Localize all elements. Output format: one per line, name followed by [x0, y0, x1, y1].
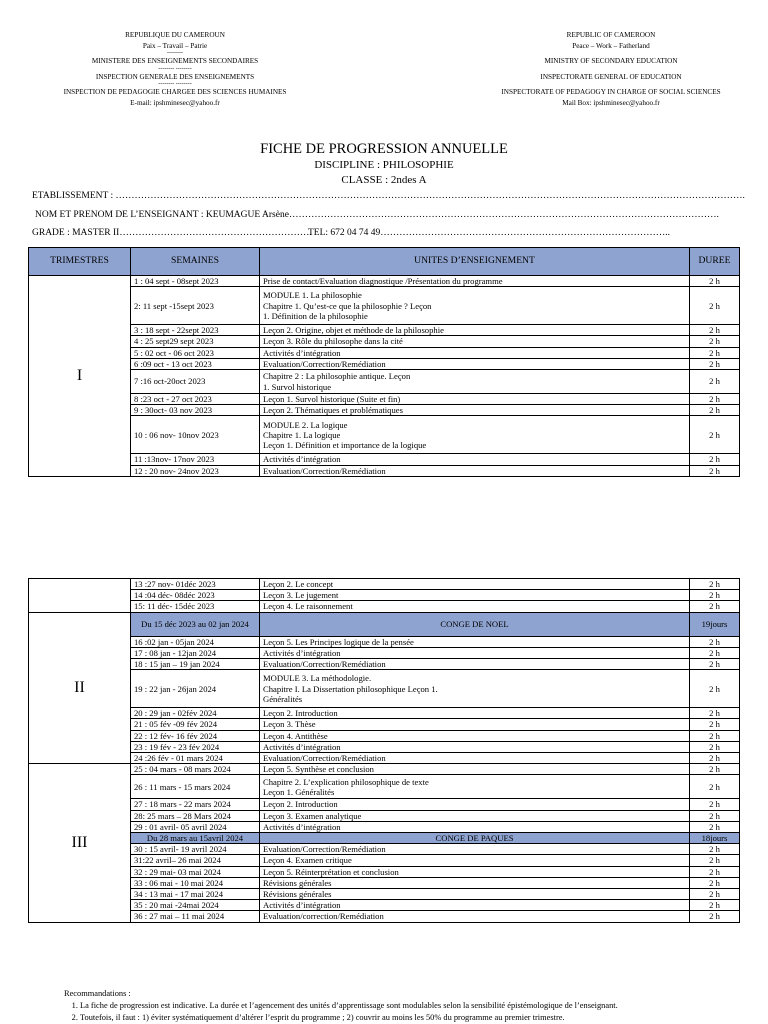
week-cell: 36 : 27 mai – 11 mai 2024: [131, 911, 260, 922]
unit-cell: [260, 911, 690, 922]
unit-line: Leçon 3. Le jugement: [263, 590, 339, 601]
table-row: [29, 911, 740, 922]
separator: --------: [167, 50, 183, 57]
table-row: [29, 877, 740, 888]
table-row: [29, 821, 740, 832]
unit-line: Leçon 4. Examen critique: [263, 855, 352, 866]
unit-cell: [260, 347, 690, 358]
week-cell: 6 :09 oct - 13 oct 2023: [131, 358, 260, 369]
duration-cell: 2 h: [690, 799, 740, 810]
table-row: [29, 454, 740, 465]
unit-line: Evaluation/Correction/Remédiation: [263, 659, 386, 670]
unit-line: Leçon 5. Synthèse et conclusion: [263, 764, 374, 775]
inspectorate-general: INSPECTORATE GENERAL OF EDUCATION: [540, 72, 682, 81]
unit-cell: [260, 325, 690, 336]
week-cell: 19 : 22 jan - 26jan 2024: [131, 670, 260, 708]
duration-cell: 2 h: [690, 405, 740, 416]
unit-line: Leçon 5. Réinterprétation et conclusion: [263, 866, 399, 877]
unit-cell: [260, 612, 690, 636]
etablissement-field: ETABLISSEMENT : ……………………………………………………………………………………………………………………………………………………………………………….: [32, 191, 745, 201]
table-row: [29, 844, 740, 855]
unit-cell: [260, 844, 690, 855]
week-cell: 13 :27 nov- 01déc 2023: [131, 579, 260, 590]
discipline: DISCIPLINE : PHILOSOPHIE: [314, 159, 454, 171]
week-cell: 11 :13nov- 17nov 2023: [131, 454, 260, 465]
week-cell: 26 : 11 mars - 15 mars 2024: [131, 775, 260, 799]
recommendations: [64, 988, 744, 1024]
table-row: [29, 647, 740, 658]
table-row: [29, 405, 740, 416]
duration-cell: 2 h: [690, 889, 740, 900]
table-row: [29, 659, 740, 670]
unit-line: Leçon 3. Examen analytique: [263, 810, 362, 821]
table-row: [29, 764, 740, 775]
table-row: [29, 416, 740, 454]
unit-line: Prise de contact/Evaluation diagnostique /Présentation du programme: [263, 276, 503, 286]
unit-line: Evaluation/Correction/Remédiation: [263, 465, 386, 476]
progression-table-2: [28, 578, 740, 923]
week-cell: 29 : 01 avril- 05 avril 2024: [131, 821, 260, 832]
duration-cell: 2 h: [690, 601, 740, 612]
duration-cell: 2 h: [690, 753, 740, 764]
table-row: [29, 325, 740, 336]
letterhead-english: [466, 30, 756, 109]
country-motto: Paix – Travail – Patrie: [142, 41, 208, 50]
duration-cell: 2 h: [690, 911, 740, 922]
week-cell: 34 : 13 mai - 17 mai 2024: [131, 889, 260, 900]
trimester-cell: I: [29, 276, 131, 477]
duration-cell: 2 h: [690, 708, 740, 719]
duration-cell: 18jours: [690, 833, 740, 844]
unit-cell: [260, 405, 690, 416]
country-name: REPUBLIC OF CAMEROON: [566, 31, 656, 39]
unit-cell: [260, 659, 690, 670]
duration-cell: 2 h: [690, 358, 740, 369]
unit-cell: [260, 775, 690, 799]
unit-cell: [260, 799, 690, 810]
unit-line: Leçon 4. Le raisonnement: [263, 601, 353, 612]
unit-cell: [260, 465, 690, 476]
week-cell: 25 : 04 mars - 08 mars 2024: [131, 764, 260, 775]
inspection-pedagogie: INSPECTION DE PEDAGOGIE CHARGEE DES SCIENCES HUMAINES: [63, 88, 287, 97]
unit-cell: [260, 601, 690, 612]
duration-cell: 2 h: [690, 719, 740, 730]
week-cell: Du 15 déc 2023 au 02 jan 2024: [131, 612, 260, 636]
letterhead-french: [50, 30, 300, 109]
unit-cell: [260, 900, 690, 911]
duration-cell: 2 h: [690, 659, 740, 670]
duration-cell: 2 h: [690, 325, 740, 336]
table-row: [29, 358, 740, 369]
duration-cell: 2 h: [690, 741, 740, 752]
week-cell: 2: 11 sept -15sept 2023: [131, 287, 260, 325]
unit-line: 1. Survol historique: [263, 381, 332, 392]
unit-line: Leçon 4. Antithèse: [263, 730, 328, 741]
country-motto: Peace – Work – Fatherland: [572, 41, 650, 50]
week-cell: 17 : 08 jan - 12jan 2024: [131, 647, 260, 658]
mailbox: Mail Box: ipshminesec@yahoo.fr: [562, 98, 660, 107]
unit-cell: [260, 670, 690, 708]
table-row: [29, 590, 740, 601]
unit-cell: [260, 579, 690, 590]
ministry-name: MINISTRY OF SECONDARY EDUCATION: [544, 57, 678, 66]
unit-line: Activités d’intégration: [263, 347, 341, 358]
unit-line: MODULE 1. La philosophie: [263, 290, 362, 301]
document-title: FICHE DE PROGRESSION ANNUELLE: [260, 141, 508, 157]
unit-line: Leçon 3. Rôle du philosophe dans la cité: [263, 336, 403, 347]
unit-line: Activités d’intégration: [263, 900, 341, 911]
unit-line: 1. Définition de la philosophie: [263, 310, 368, 321]
duration-cell: 2 h: [690, 287, 740, 325]
week-cell: 10 : 06 nov- 10nov 2023: [131, 416, 260, 454]
unit-cell: [260, 394, 690, 405]
duration-cell: 2 h: [690, 775, 740, 799]
unit-line: Révisions générales: [263, 877, 332, 888]
inspection-generale: INSPECTION GENERALE DES ENSEIGNEMENTS: [95, 72, 255, 81]
table-row: [29, 900, 740, 911]
recommendation-item: 1. La fiche de progression est indicative. La durée et l’agencement des unités d’apprentissage sont modulables selon la sensibilité épistémologique de l’enseignant.: [80, 1000, 744, 1012]
duration-cell: 2 h: [690, 394, 740, 405]
table-row: [29, 336, 740, 347]
recommendations-list: [64, 1000, 744, 1024]
unit-cell: [260, 764, 690, 775]
unit-line: Généralités: [263, 693, 303, 704]
unit-line: Révisions générales: [263, 889, 332, 900]
unit-line: Leçon 2. Thématiques et problématiques: [263, 405, 403, 416]
table-row: [29, 670, 740, 708]
week-cell: 15: 11 déc- 15déc 2023: [131, 601, 260, 612]
holiday-row: [29, 833, 740, 844]
table-row: [29, 889, 740, 900]
unit-line: Activités d’intégration: [263, 647, 341, 658]
trimester-cell: [29, 579, 131, 613]
duration-cell: 2 h: [690, 465, 740, 476]
table-row: [29, 799, 740, 810]
week-cell: 4 : 25 sept29 sept 2023: [131, 336, 260, 347]
week-cell: 33 : 06 mai - 10 mai 2024: [131, 877, 260, 888]
table-row: [29, 394, 740, 405]
week-cell: 14 :04 déc- 08déc 2023: [131, 590, 260, 601]
separator: -------- --------: [158, 65, 192, 72]
unit-line: CONGE DE PAQUES: [435, 833, 514, 844]
week-cell: 21 : 05 fév -09 fév 2024: [131, 719, 260, 730]
header-semaines: SEMAINES: [131, 248, 260, 276]
unit-line: Chapitre 1. Qu’est-ce que la philosophie ? Leçon: [263, 300, 432, 311]
week-cell: 35 : 20 mai -24mai 2024: [131, 900, 260, 911]
duration-cell: 2 h: [690, 730, 740, 741]
recommendations-title: Recommandations :: [64, 989, 131, 998]
unit-line: Activités d’intégration: [263, 821, 341, 832]
table-row: [29, 579, 740, 590]
unit-line: Chapitre 2 : La philosophie antique. Leçon: [263, 371, 411, 382]
week-cell: 16 :02 jan - 05jan 2024: [131, 636, 260, 647]
unit-cell: [260, 889, 690, 900]
unit-cell: [260, 358, 690, 369]
unit-cell: [260, 821, 690, 832]
unit-line: Leçon 2. Origine, objet et méthode de la philosophie: [263, 325, 444, 336]
header-unites: UNITES D’ENSEIGNEMENT: [260, 248, 690, 276]
duration-cell: 2 h: [690, 579, 740, 590]
table-row: [29, 730, 740, 741]
duration-cell: 2 h: [690, 647, 740, 658]
unit-line: Leçon 1. Généralités: [263, 786, 335, 797]
header-trimestres: TRIMESTRES: [29, 248, 131, 276]
table-row: [29, 810, 740, 821]
unit-line: Evaluation/Correction/Remédiation: [263, 753, 386, 764]
unit-cell: [260, 276, 690, 287]
duration-cell: 2 h: [690, 590, 740, 601]
table-row: [29, 719, 740, 730]
unit-cell: [260, 833, 690, 844]
separator: -------- --------: [158, 81, 192, 88]
duration-cell: 2 h: [690, 370, 740, 394]
unit-cell: [260, 336, 690, 347]
unit-line: Chapitre 2. L’explication philosophique de texte: [263, 776, 429, 787]
unit-line: Evaluation/Correction/Remédiation: [263, 844, 386, 855]
unit-cell: [260, 647, 690, 658]
unit-cell: [260, 287, 690, 325]
duration-cell: 2 h: [690, 276, 740, 287]
header-duree: DUREE: [690, 248, 740, 276]
unit-line: Leçon 3. Thèse: [263, 719, 316, 730]
duration-cell: 2 h: [690, 764, 740, 775]
unit-line: Leçon 2. Le concept: [263, 579, 334, 589]
unit-cell: [260, 753, 690, 764]
week-cell: 5 : 02 oct - 06 oct 2023: [131, 347, 260, 358]
table-row: [29, 601, 740, 612]
duration-cell: 2 h: [690, 810, 740, 821]
teacher-name-field: NOM ET PRENOM DE L’ENSEIGNANT : KEUMAGUE Arsène……………………………………………………………………………………………………………………….: [35, 210, 719, 220]
inspectorate-pedagogy: INSPECTORATE OF PEDAGOGY IN CHARGE OF SOCIAL SCIENCES: [501, 88, 721, 97]
progression-table-1: [28, 247, 740, 477]
table-row: [29, 636, 740, 647]
holiday-row: [29, 612, 740, 636]
recommendation-item: 2. Toutefois, il faut : 1) éviter systématiquement d’altérer l’esprit du programme ; 2) couvrir au moins les 50% du programme au premier trimestre.: [80, 1012, 744, 1024]
unit-line: MODULE 2. La logique: [263, 419, 348, 430]
unit-cell: [260, 416, 690, 454]
week-cell: 1 : 04 sept - 08sept 2023: [131, 276, 260, 287]
unit-line: Activités d’intégration: [263, 454, 341, 465]
week-cell: 28: 25 mars – 28 Mars 2024: [131, 810, 260, 821]
email: E-mail: ipshminesec@yahoo.fr: [130, 98, 220, 107]
unit-cell: [260, 370, 690, 394]
duration-cell: 2 h: [690, 336, 740, 347]
unit-cell: [260, 730, 690, 741]
table-row: [29, 753, 740, 764]
unit-cell: [260, 590, 690, 601]
table-row: [29, 708, 740, 719]
unit-cell: [260, 708, 690, 719]
duration-cell: 19jours: [690, 612, 740, 636]
week-cell: 24 :26 fév - 01 mars 2024: [131, 753, 260, 764]
table-row: [29, 741, 740, 752]
trimester-cell: II: [29, 612, 131, 764]
unit-line: Evaluation/Correction/Remédiation: [263, 358, 386, 369]
unit-line: Evaluation/correction/Remédiation: [263, 911, 384, 922]
unit-cell: [260, 855, 690, 866]
duration-cell: 2 h: [690, 821, 740, 832]
grade-field: GRADE : MASTER II…………………………………………………….: [32, 228, 312, 238]
week-cell: 18 : 15 jan – 19 jan 2024: [131, 659, 260, 670]
duration-cell: 2 h: [690, 866, 740, 877]
country-name: REPUBLIQUE DU CAMEROUN: [125, 31, 225, 39]
unit-line: Leçon 1. Définition et importance de la logique: [263, 440, 427, 451]
duration-cell: 2 h: [690, 670, 740, 708]
table-row: [29, 465, 740, 476]
unit-line: Leçon 1. Survol historique (Suite et fin): [263, 394, 401, 405]
week-cell: 31:22 avril– 26 mai 2024: [131, 855, 260, 866]
week-cell: 27 : 18 mars - 22 mars 2024: [131, 799, 260, 810]
unit-cell: [260, 877, 690, 888]
unit-line: MODULE 3. La méthodologie.: [263, 673, 372, 684]
duration-cell: 2 h: [690, 855, 740, 866]
table-row: [29, 775, 740, 799]
document-titles: [0, 140, 768, 188]
unit-line: Leçon 2. Introduction: [263, 799, 338, 810]
phone-field: TEL: 672 04 74 49………………………………………………………………………………..: [308, 228, 671, 238]
duration-cell: 2 h: [690, 416, 740, 454]
duration-cell: 2 h: [690, 900, 740, 911]
unit-cell: [260, 810, 690, 821]
unit-cell: [260, 636, 690, 647]
unit-line: Leçon 5. Les Principes logique de la pensée: [263, 636, 414, 647]
unit-line: Chapitre I. La Dissertation philosophique Leçon 1.: [263, 683, 438, 694]
week-cell: 20 : 29 jan - 02fév 2024: [131, 708, 260, 719]
unit-cell: [260, 741, 690, 752]
week-cell: 8 :23 oct - 27 oct 2023: [131, 394, 260, 405]
week-cell: 3 : 18 sept - 22sept 2023: [131, 325, 260, 336]
unit-line: CONGE DE NOEL: [440, 619, 509, 629]
table-row: [29, 855, 740, 866]
unit-line: Chapitre 1. La logique: [263, 429, 341, 440]
unit-cell: [260, 866, 690, 877]
table-row: [29, 276, 740, 287]
trimester-cell: III: [29, 764, 131, 922]
week-cell: 32 : 29 mai- 03 mai 2024: [131, 866, 260, 877]
table-row: [29, 287, 740, 325]
week-cell: 12 : 20 nov- 24nov 2023: [131, 465, 260, 476]
duration-cell: 2 h: [690, 844, 740, 855]
duration-cell: 2 h: [690, 347, 740, 358]
unit-line: Leçon 2. Introduction: [263, 708, 338, 719]
unit-line: Activités d’intégration: [263, 741, 341, 752]
week-cell: 30 : 15 avril- 19 avril 2024: [131, 844, 260, 855]
duration-cell: 2 h: [690, 636, 740, 647]
week-cell: 9 : 30oct- 03 nov 2023: [131, 405, 260, 416]
duration-cell: 2 h: [690, 877, 740, 888]
week-cell: Du 28 mars au 15avril 2024: [131, 833, 260, 844]
table-row: [29, 866, 740, 877]
week-cell: 7 :16 oct-20oct 2023: [131, 370, 260, 394]
unit-cell: [260, 719, 690, 730]
classe: CLASSE : 2ndes A: [341, 174, 427, 186]
week-cell: 22 : 12 fév- 16 fév 2024: [131, 730, 260, 741]
unit-cell: [260, 454, 690, 465]
table-row: [29, 370, 740, 394]
week-cell: 23 : 19 fév - 23 fév 2024: [131, 741, 260, 752]
ministry-name: MINISTERE DES ENSEIGNEMENTS SECONDAIRES: [91, 57, 259, 66]
duration-cell: 2 h: [690, 454, 740, 465]
table-row: [29, 347, 740, 358]
